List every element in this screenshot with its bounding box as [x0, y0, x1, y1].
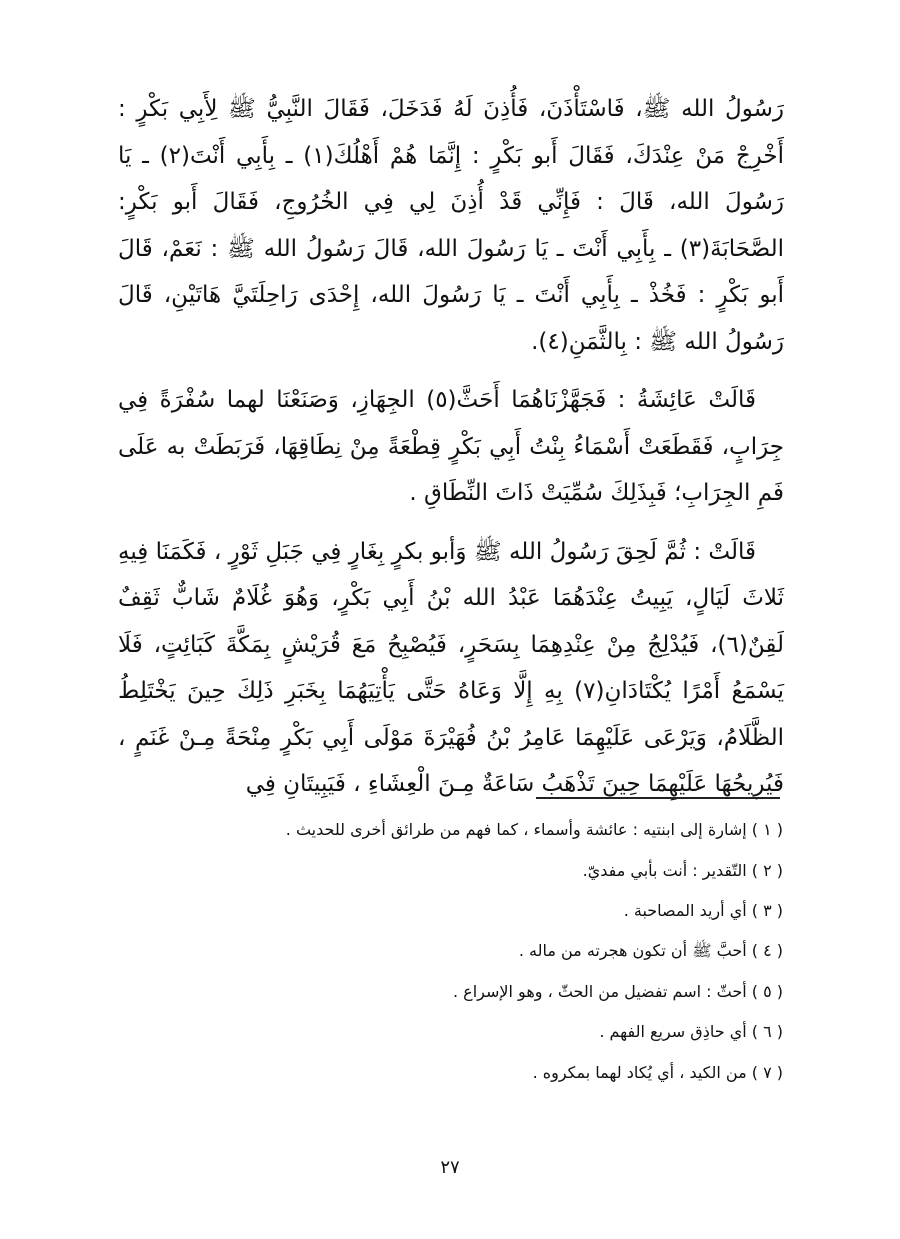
- paragraph-3: قَالَتْ : ثُمَّ لَحِقَ رَسُولُ الله ﷺ وَأبو بكرٍ بِغَارٍ فِي جَبَلِ ثَوْرٍ ، فَكَمَنَا فِيهِ ثَلاثَ لَيَالٍ، يَبِيتُ عِنْدَهُمَا عَبْدُ الله بْنُ أَبِي بَكْرٍ، وَهُوَ غُلَامٌ شَابٌّ ثَقِفٌ لَقِنٌ(٦)، فَيُدْلِجُ مِنْ عِنْدِهِمَا بِسَحَرٍ، فَيُصْبِحُ مَعَ قُرَيْشٍ بِمَكَّةَ كَبَائِتٍ، فَلَا يَسْمَعُ أَمْرًا يُكْتَادَانِ(٧) بِهِ إِلَّا وَعَاهُ حَتَّى يَأْتِيَهُمَا بِخَبَرِ ذَلِكَ حِينَ يَخْتَلِطُ الظَّلَامُ، وَيَرْعَى عَلَيْهِمَا عَامِرُ بْنُ فُهَيْرَةَ مَوْلَى أَبِي بَكْرٍ مِنْحَةً مِـنْ غَنَمٍ ، فَيُرِيحُهَا عَلَيْهِمَا حِينَ تَذْهَبُ سَاعَةٌ مِـنَ الْعِشَاءِ ، فَيَبِيتَانِ فِي: [118, 538, 784, 797]
- footnote-6: ( ٦ ) أي حاذِق سريع الفهم .: [599, 1022, 783, 1042]
- footnote-5: ( ٥ ) أحثّ : اسم تفضيل من الحثّ ، وهو الإسراع .: [453, 981, 783, 1001]
- footnote-2: ( ٢ ) التّقدير : أنت بأبي مفديّ.: [582, 860, 783, 880]
- footnote-7: ( ٧ ) من الكيد ، أي يُكاد لهما بمكروه .: [532, 1062, 783, 1082]
- footnote-1: ( ١ ) إشارة إلى ابنتيه : عائشة وأسماء ، كما فهم من طرائق أخرى للحديث .: [285, 820, 783, 840]
- footnotes-list: [118, 810, 783, 1093]
- footnote-3: ( ٣ ) أي أريد المصاحبة .: [623, 900, 783, 920]
- paragraph-1: رَسُولُ الله ﷺ، فَاسْتَأْذَنَ، فَأُذِنَ لَهُ فَدَخَلَ، فَقَالَ النَّبِيُّ ﷺ لِأَبِي بَكْرٍ : أَخْرِجْ مَنْ عِنْدَكَ، فَقَالَ أَبو بَكْرٍ : إِنَّمَا هُمْ أَهْلُكَ(١) ـ بِأَبِي أَنْتَ(٢) ـ يَا رَسُولَ الله، قَالَ : فَإِنِّي قَدْ أُذِنَ لِي فِي الخُرُوجِ، فَقَالَ أَبو بَكْرٍ: الصَّحَابَةَ(٣) ـ بِأَبِي أَنْتَ ـ يَا رَسُولَ الله، قَالَ رَسُولُ الله ﷺ : نَعَمْ، قَالَ أَبو بَكْرٍ : فَخُذْ ـ بِأَبِي أَنْتَ ـ يَا رَسُولَ الله، إِحْدَى رَاحِلَتَيَّ هَاتَيْنِ، قَالَ رَسُولُ الله ﷺ : بِالثَّمَنِ(٤).: [118, 96, 784, 355]
- page-number: ٢٧: [440, 1157, 460, 1178]
- paragraph-2: قَالَتْ عَائِشَةُ : فَجَهَّزْنَاهُمَا أَحَثَّ(٥) الجِهَازِ، وَصَنَعْنَا لهما سُفْرَةً فِي جِرَابٍ، فَقَطَعَتْ أَسْمَاءُ بِنْتُ أَبِي بَكْرٍ قِطْعَةً مِنْ نِطَاقِهَا، فَرَبَطَتْ به عَلَى فَمِ الجِرَابِ؛ فَبِذَلِكَ سُمِّيَتْ ذَاتَ النِّطَاقِ .: [118, 387, 784, 506]
- footnote-separator: [536, 797, 780, 799]
- footnote-4: ( ٤ ) أحبَّ ﷺ أن تكون هجرته من ماله .: [518, 941, 783, 961]
- main-text-body: [118, 86, 784, 808]
